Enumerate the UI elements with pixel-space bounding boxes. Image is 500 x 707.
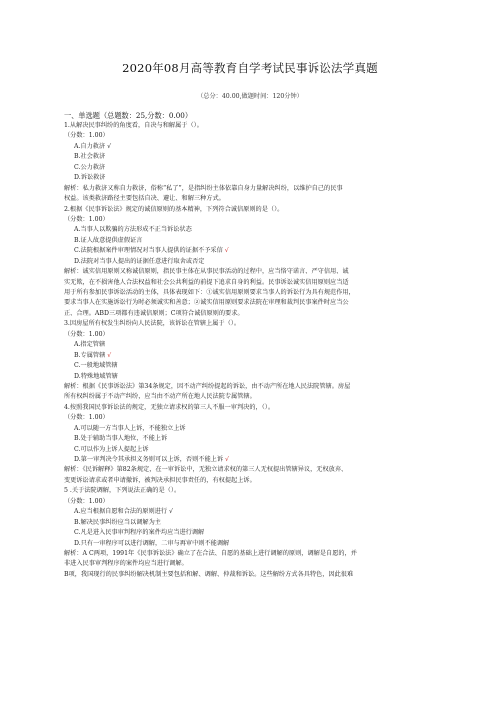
analysis-line: B项，我国现行的民事纠纷解决机制主要包括和解、调解、仲裁和诉讼。这些解纷方式各具特色，因此很难: [64, 570, 354, 578]
document-subtitle: （总分：40.00,做题时间：120分钟）: [197, 93, 303, 100]
question-line: （分数：1.00）: [64, 330, 109, 338]
document-title: 2020年08月高等教育自学考试民事诉讼法学真题: [122, 61, 378, 75]
option-line: B.处于辅助当事人地位，不能上诉: [74, 435, 168, 443]
option-line: C.公力救济: [74, 163, 106, 171]
option-line: D.只有一审程序可以进行调解，二审与再审中则不能调解: [74, 539, 230, 547]
analysis-line: 解析：诚实信用原则又称诚信原则，指民事主体在从事民事活动的过程中，应当恪守诺言、严守信用、诚: [64, 268, 349, 276]
analysis-line: 实无欺，在不损害他人合法权益和社会公共利益的前提下追求自身的利益。民事诉讼诚实信用原则应当适: [64, 278, 349, 286]
analysis-line: 解析：私力救济又称自力救济，俗称“私了”，是指纠纷主体依靠自身力量解决纠纷，以维护自己的民事: [64, 184, 343, 192]
option-line: B.专属管辖 √: [74, 351, 112, 359]
question-line: （分数：1.00）: [64, 497, 109, 505]
option-line: A.指定管辖: [74, 341, 106, 349]
option-line: D.诉讼救济: [74, 174, 106, 182]
analysis-line: 权益。该类救济路径主要包括自决、避让、和解三种方式。: [64, 195, 225, 203]
option-line: D.法院对当事人提出的证据任意进行取舍或否定: [74, 257, 205, 265]
analysis-line: 解析：《民诉解释》第82条规定，在一审诉讼中，无独立请求权的第三人无权提出管辖异议，无权放弃、: [64, 466, 348, 474]
analysis-line: 解析：A C两项，1991年《民事诉讼法》确立了在合法、自愿的基础上进行调解的原则，调解是自愿的，并: [64, 549, 357, 557]
question-line: 3.因房屋所有权发生纠纷向人民法院，该诉讼在管辖上属于（）。: [64, 320, 241, 328]
option-line: B.解决民事纠纷应当以调解为主: [74, 518, 161, 526]
option-line: C.一般地域管辖: [74, 362, 118, 370]
option-line: A.自力救济 √: [74, 142, 112, 150]
correct-check-icon: √: [225, 456, 229, 463]
question-line: 1.从解决民事纠纷的角度看，自决与和解属于（）。: [64, 122, 203, 129]
section-heading: 一、单选题（总题数：25,分数：0.00）: [64, 111, 193, 120]
option-line: B.证人故意提供虚假证言: [74, 236, 143, 244]
option-line: A.当事人以欺骗的方法形成不正当诉讼状态: [74, 226, 192, 234]
question-line: 2.根据《民事诉讼法》规定的诚信原则的基本精神，下列符合诚信原则的是（）。: [64, 205, 284, 213]
document-body: [64, 110, 456, 580]
analysis-line: 用于所有参加民事诉讼活动的主体，具体表现如下：①诚实信用原则要求当事人的诉讼行为具有规范作用，: [64, 289, 355, 296]
option-line: B.社会救济: [74, 153, 106, 161]
question-line: 5 .关于法院调解，下列说法正确的是（）。: [64, 487, 181, 495]
question-line: （分数：1.00）: [64, 215, 109, 223]
question-lines: [64, 121, 456, 580]
option-line: C.凡是进入民事审判程序的案件均应当进行调解: [74, 529, 205, 537]
option-line: D.特殊地域管辖: [74, 372, 118, 380]
question-line: （分数：1.00）: [64, 132, 109, 140]
analysis-line: 非进入民事审判程序的案件均应当进行调解。: [64, 560, 188, 568]
option-line: D.第一审判决令其承担义务则可以上诉，否则不能上诉 √: [74, 456, 229, 463]
option-line: C.可以作为上诉人提起上诉: [74, 445, 149, 453]
analysis-line: 要求当事人在实施诉讼行为时必须诚实和善意；②诚实信用原则要求法院在审理和裁判民事案件时应当公: [64, 299, 349, 307]
question-line: 4.按照我国民事诉讼法的规定，无独立请求权的第三人不服一审判决的，（）。: [64, 403, 275, 411]
option-line: A.可以随一方当事人上诉，不能独立上诉: [74, 424, 186, 432]
option-line: A.应当根据自愿和合法的原则进行 √: [74, 508, 173, 516]
analysis-line: 解析：根据《民事诉讼法》第34条规定，因不动产纠纷提起的诉讼，由不动产所在地人民法院管辖。房屋: [64, 382, 351, 390]
analysis-line: 正、合理。ABD三项都有违诚信原则；C项符合诚信原则的要求。: [64, 309, 244, 317]
analysis-line: 所有权纠纷属于不动产纠纷，应当由不动产所在地人民法院专属管辖。: [64, 393, 256, 401]
option-line: C.法院根据案件审理情况对当事人提供的证据不予采信 √: [74, 247, 229, 255]
analysis-line: 变更诉讼请求或者申请撤诉，被判决承担民事责任的，有权提起上诉。: [64, 476, 256, 484]
question-line: （分数：1.00）: [64, 414, 109, 422]
correct-check-icon: √: [107, 351, 112, 359]
correct-check-icon: √: [224, 247, 229, 255]
